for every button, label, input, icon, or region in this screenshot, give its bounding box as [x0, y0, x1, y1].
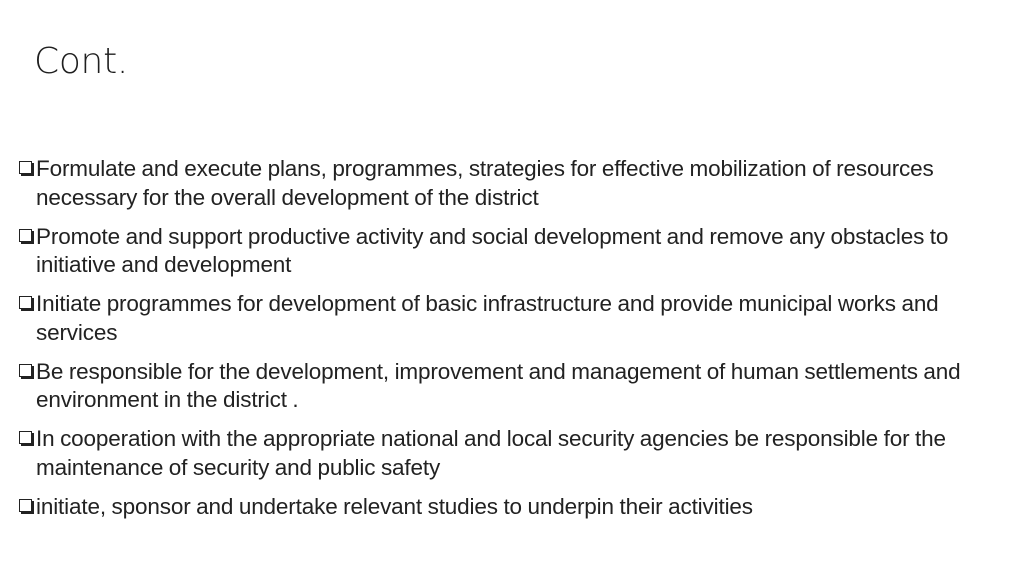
bullet-text: initiate, sponsor and undertake relevant studies to underpin their activities: [36, 493, 753, 519]
hollow-square-bullet-icon: [19, 431, 32, 444]
hollow-square-bullet-icon: [19, 364, 32, 377]
bullet-text: Formulate and execute plans, programmes, strategies for effective mobilization of resources necessary for the overall development of the district: [36, 156, 934, 210]
bullet-text: In cooperation with the appropriate national and local security agencies be responsible for the maintenance of security and public safety: [36, 426, 946, 480]
slide-title: Cont.: [34, 41, 129, 82]
bullet-item: [18, 493, 1018, 522]
bullet-list: [18, 155, 1018, 532]
hollow-square-bullet-icon: [19, 499, 32, 512]
bullet-text: Promote and support productive activity and social development and remove any obstacles to initiative and development: [36, 223, 949, 277]
hollow-square-bullet-icon: [19, 161, 32, 174]
bullet-item: [18, 425, 1018, 482]
bullet-item: [18, 290, 1018, 347]
bullet-item: [18, 358, 1018, 415]
bullet-item: [18, 155, 1018, 212]
bullet-text: Initiate programmes for development of basic infrastructure and provide municipal works and services: [36, 291, 939, 345]
hollow-square-bullet-icon: [19, 296, 32, 309]
bullet-text: Be responsible for the development, improvement and management of human settlements and environment in the district .: [36, 358, 961, 412]
bullet-item: [18, 223, 1018, 280]
hollow-square-bullet-icon: [19, 229, 32, 242]
